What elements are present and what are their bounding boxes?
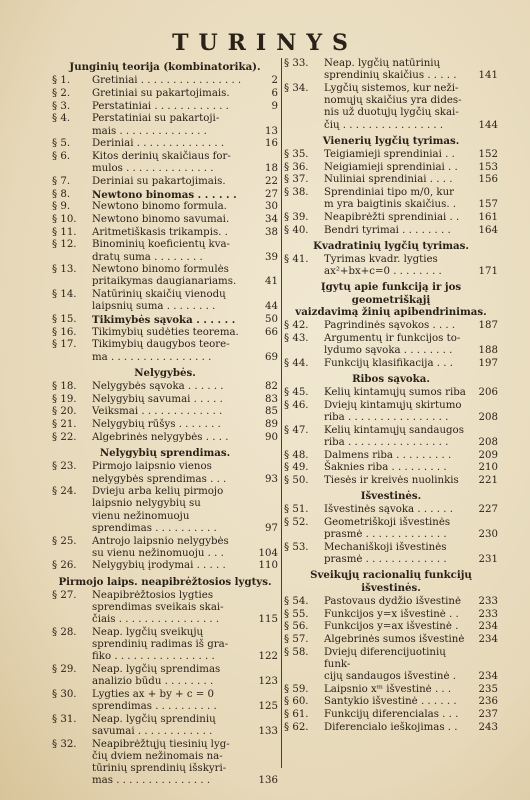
page-number: 44 <box>265 301 278 313</box>
entry-title: Lygties ax + by + c = 0 sprendimas . . . . . . . . . . <box>92 688 217 713</box>
section-number: § 36. <box>284 161 309 173</box>
entry-title: Neigiamieji sprendiniai . . <box>324 161 458 173</box>
page-number: 157 <box>478 199 498 211</box>
toc-entry <box>284 254 498 278</box>
toc-entry <box>284 504 498 516</box>
page-number: 2 <box>271 75 278 87</box>
page-number: 208 <box>478 436 498 448</box>
page-number: 30 <box>265 201 278 213</box>
entry-title: Kelių kintamųjų sandaugos riba . . . . . . . . . . . . . . . . <box>324 424 464 448</box>
section-number: § 59. <box>284 683 309 695</box>
section-number: § 56. <box>284 621 309 633</box>
toc-entry <box>52 394 278 406</box>
entry-title: Funkcijos y=x išvestinė . . <box>324 608 459 620</box>
toc-entry <box>284 462 498 474</box>
section-number: § 31. <box>52 713 77 725</box>
toc-entry <box>52 214 278 226</box>
entry-title: Neap. lygčių sprendinių savumai . . . . . . . . . . . . <box>92 713 216 738</box>
page-number: 233 <box>478 608 498 620</box>
toc-entry <box>284 162 498 174</box>
toc-entry <box>284 621 498 633</box>
section-number: § 23. <box>52 461 77 473</box>
section-number: § 12. <box>52 239 77 251</box>
section-number: § 46. <box>284 399 309 411</box>
entry-title: Neap. lygčių natūrinių sprendinių skaičius . . . . . <box>324 58 457 82</box>
section-number: § 44. <box>284 357 309 369</box>
entry-title: Dvieju arba kelių pirmojo laipsnio nelygybių su vienu nežinomuoju sprendimas . . . . . . . . . . <box>92 486 224 534</box>
entry-title: Neapibrėžti sprendiniai . . <box>324 211 460 223</box>
page-number: 66 <box>265 326 278 338</box>
section-number: § 50. <box>284 475 309 486</box>
page-number: 233 <box>478 595 498 607</box>
section-number: § 51. <box>284 504 309 516</box>
entry-title: Neap. lygčių sveikųjų sprendinių radimas iš gra- fiko . . . . . . . . . . . . . . . . <box>92 626 229 663</box>
page-number: 188 <box>478 344 498 356</box>
toc-entry <box>52 461 278 485</box>
toc-entry <box>52 560 278 572</box>
section-number: § 22. <box>52 431 77 443</box>
page-number: 16 <box>265 138 278 150</box>
section-number: § 58. <box>284 646 309 658</box>
page-number: 234 <box>478 633 498 645</box>
page-number: 39 <box>265 251 278 263</box>
entry-title: Argumentų ir funkcijos to- lydumo sąvoka . . . . . . . . <box>324 332 461 356</box>
toc-entry <box>284 722 498 734</box>
section-number: § 35. <box>284 148 309 160</box>
section-heading: Sveikųjų racionalių funkcijų išvestinės. <box>310 569 472 594</box>
entry-title: Newtono binomo savumai. <box>92 213 230 225</box>
entry-title: Deriniai su pakartojimais. <box>92 175 226 187</box>
toc-entry <box>52 432 278 444</box>
toc-entry <box>52 314 278 326</box>
section-number: § 25. <box>52 535 77 547</box>
section-number: § 61. <box>284 709 309 721</box>
entry-title: Antrojo laipsnio nelygybės su vienu nežinomuoju . . . <box>92 535 229 559</box>
section-number: § 39. <box>284 211 309 223</box>
entry-title: Funkcijų diferencialas . . . <box>324 709 459 721</box>
page-number: 85 <box>265 406 278 418</box>
page-number: 187 <box>478 320 498 332</box>
page-number: 41 <box>265 276 278 288</box>
toc-entry <box>284 609 498 621</box>
page-number: 133 <box>258 726 278 738</box>
section-number: § 11. <box>52 226 77 238</box>
toc-entry <box>284 684 498 696</box>
section-number: § 52. <box>284 517 309 529</box>
section-number: § 57. <box>284 633 309 645</box>
section-number: § 9. <box>52 201 71 213</box>
toc-entry <box>52 101 278 113</box>
section-number: § 1. <box>52 75 71 87</box>
entry-title: Pagrindinės sąvokos . . . . <box>324 320 456 332</box>
page-number: 82 <box>265 381 278 393</box>
page-number: 104 <box>258 547 278 559</box>
page-number: 89 <box>265 419 278 431</box>
section-number: § 6. <box>52 150 71 162</box>
toc-entry <box>284 517 498 541</box>
section-number: § 3. <box>52 100 71 112</box>
section-number: § 60. <box>284 696 309 708</box>
section-number: § 30. <box>52 688 77 700</box>
toc-entry <box>52 689 278 713</box>
page-number: 206 <box>478 387 498 399</box>
section-heading: Išvestinės. <box>360 490 422 503</box>
section-number: § 54. <box>284 595 309 607</box>
page-number: 13 <box>265 125 278 137</box>
toc-entry <box>52 327 278 339</box>
entry-title: Nelygybių įrodymai . . . . . <box>92 560 226 572</box>
section-number: § 17. <box>52 339 77 351</box>
entry-title: Gretiniai su pakartojimais. <box>92 87 230 99</box>
section-number: § 26. <box>52 560 77 572</box>
toc-entry <box>284 709 498 721</box>
toc-entry <box>284 387 498 399</box>
toc-entry <box>52 664 278 688</box>
entry-title: Sprendiniai tipo m/0, kur m yra baigtinis skaičius. . <box>324 187 457 211</box>
section-number: § 2. <box>52 87 71 99</box>
page-number: 230 <box>478 529 498 541</box>
section-number: § 45. <box>284 387 309 399</box>
entry-title: Dviejų diferencijuotinių funk- cijų sandaugos išvestinė . <box>324 646 456 683</box>
page-number: 227 <box>478 504 498 516</box>
toc-entry <box>52 138 278 150</box>
toc-entry <box>52 289 278 313</box>
entry-title: Binominių koeficientų kva- dratų suma . . . . . . . . <box>92 239 230 263</box>
entry-title: Tikimybės sąvoka . . . . . . <box>92 314 236 327</box>
section-number: § 19. <box>52 393 77 405</box>
entry-title: Lygčių sistemos, kur neži- nomųjų skaičius yra dides- nis už duotųjų lygčių skai- čių . . . . . . . . . . . . . . . . <box>324 82 462 131</box>
section-number: § 42. <box>284 320 309 332</box>
toc-entry <box>52 227 278 239</box>
page-number: 38 <box>265 226 278 238</box>
entry-title: Neapibrėžtųjų tiesinių lyg- čių dviem nežinomais na- tūrinių sprendinių išskyri- mas . . . . . . . . . . . . . . . <box>92 738 230 787</box>
section-number: § 38. <box>284 187 309 199</box>
toc-entry <box>52 88 278 100</box>
entry-title: Nelygybės sąvoka . . . . . . <box>92 381 224 393</box>
page-number: 237 <box>478 709 498 721</box>
page-number: 164 <box>478 224 498 236</box>
page-number: 144 <box>478 119 498 131</box>
entry-title: Teigiamieji sprendiniai . . <box>324 148 455 160</box>
toc-entry <box>52 486 278 535</box>
entry-title: Nelygybių savumai . . . . . <box>92 393 223 405</box>
entry-title: Mechaniškoji išvestinės prasmė . . . . . . . . . . . . . <box>324 542 447 566</box>
section-number: § 62. <box>284 721 309 733</box>
entry-title: Geometriškoji išvestinės prasmė . . . . . . . . . . . . . <box>324 517 451 541</box>
toc-entry <box>52 381 278 393</box>
page-number: 243 <box>478 721 498 733</box>
page-number: 22 <box>265 175 278 187</box>
entry-title: Šaknies riba . . . . . . . . . <box>324 462 447 474</box>
entry-title: Algebrinės sumos išvestinė <box>324 633 465 645</box>
toc-entry <box>52 75 278 87</box>
entry-title: Newtono binomas . . . . . . <box>92 188 237 201</box>
entry-title: Nelygybių rūšys . . . . . . . <box>92 419 221 431</box>
section-heading: Įgytų apie funkciją ir jos geometriškąjį vaizdavimą žinių apibendrinimas. <box>295 281 487 318</box>
entry-title: Neap. lygčių sprendimas analizio būdu . . . . . . . . <box>92 664 221 688</box>
page-number: 123 <box>258 676 278 688</box>
entry-title: Natūrinių skaičių vienodų laipsnių suma . . . . . . . . <box>92 289 226 313</box>
page-number: 136 <box>258 775 278 787</box>
entry-title: Algebrinės nelygybės . . . . <box>92 431 229 443</box>
page-number: 141 <box>478 70 498 82</box>
entry-title: Veiksmai . . . . . . . . . . . . . <box>92 406 223 418</box>
page-number: 27 <box>265 188 278 200</box>
entry-title: Bendri tyrimai . . . . . . . . <box>324 224 451 236</box>
page-number: 171 <box>478 266 498 278</box>
entry-title: Perstatiniai su pakartoji- mais . . . . . . . . . . . . . . <box>92 113 220 137</box>
toc-entry <box>284 358 498 370</box>
toc-entry <box>52 627 278 664</box>
section-number: § 5. <box>52 138 71 150</box>
section-number: § 49. <box>284 462 309 474</box>
section-heading: Pirmojo laips. neapibrėžtosios lygtys. <box>58 575 272 588</box>
toc-entry <box>284 425 498 449</box>
entry-title: Newtono binomo formulės pritaikymas daugianariams. <box>92 264 237 288</box>
page-number: 34 <box>265 213 278 225</box>
page-number: 97 <box>265 522 278 534</box>
section-number: § 7. <box>52 175 71 187</box>
section-number: § 34. <box>284 82 309 94</box>
page-number: 231 <box>478 554 498 566</box>
toc-entry <box>52 201 278 213</box>
section-number: § 20. <box>52 406 77 418</box>
entry-title: Kelių kintamųjų sumos riba <box>324 387 466 399</box>
entry-title: Tyrimas kvadr. lygties ax²+bx+c=0 . . . . . . . . <box>324 254 442 278</box>
page-number: 197 <box>478 357 498 369</box>
entry-title: Deriniai . . . . . . . . . . . . . . <box>92 138 225 150</box>
page-number: 152 <box>478 148 498 160</box>
page-number: 93 <box>265 473 278 485</box>
toc-entry <box>52 739 278 788</box>
section-number: § 37. <box>284 174 309 186</box>
section-heading: Junginių teorija (kombinatorika). <box>69 61 261 73</box>
right-column <box>284 58 498 735</box>
section-number: § 4. <box>52 113 71 125</box>
section-number: § 18. <box>52 381 77 393</box>
toc-entry <box>52 406 278 418</box>
entry-title: Santykio išvestinė . . . . . . <box>324 696 457 708</box>
page-number: 50 <box>265 314 278 326</box>
column-divider <box>281 58 282 768</box>
section-number: § 13. <box>52 264 77 276</box>
page-number: 209 <box>478 449 498 461</box>
page-number: 6 <box>271 87 278 99</box>
section-heading: Nelygybių sprendimas. <box>99 447 231 460</box>
section-heading: Nelygybės. <box>134 366 196 379</box>
page-number: 110 <box>258 560 278 572</box>
page-number: 153 <box>478 161 498 173</box>
entry-title: Gretiniai . . . . . . . . . . . . . . . . <box>92 75 242 87</box>
entry-title: Dviejų kintamųjų skirtumo riba . . . . . . . . . . . . . . . . <box>324 399 462 423</box>
section-number: § 29. <box>52 664 77 676</box>
toc-entry <box>52 536 278 560</box>
page-number: 221 <box>478 475 498 486</box>
toc-entry <box>52 189 278 201</box>
section-number: § 16. <box>52 326 77 338</box>
entry-title: Pirmojo laipsnio vienos nelygybės sprendimas . . . <box>92 461 227 485</box>
toc-entry <box>52 176 278 188</box>
entry-title: Diferencialo ieškojimas . . <box>324 721 458 733</box>
toc-entry <box>284 542 498 566</box>
toc-entry <box>284 320 498 332</box>
toc-entry <box>284 634 498 646</box>
page-number: 122 <box>258 651 278 663</box>
page-number: 125 <box>258 701 278 713</box>
page-number: 234 <box>478 671 498 683</box>
entry-title: Tikimybių sudėties teorema. <box>92 326 239 338</box>
entry-title: Kitos derinių skaičiaus for- mulos . . . . . . . . . . . . . . <box>92 150 231 175</box>
entry-title: Nuliniai sprendiniai . . . . <box>324 174 453 186</box>
entry-title: Aritmetiškasis trikampis. . <box>92 226 228 238</box>
page-number: 234 <box>478 621 498 633</box>
section-heading: Vienerių lygčių tyrimas. <box>322 134 460 147</box>
section-number: § 53. <box>284 542 309 554</box>
toc-entry <box>52 151 278 175</box>
entry-title: Pastovaus dydžio išvestinė <box>324 595 462 607</box>
entry-title: Perstatiniai . . . . . . . . . . . . <box>92 100 229 112</box>
toc-entry <box>284 450 498 462</box>
section-number: § 43. <box>284 332 309 344</box>
toc-entry <box>52 113 278 137</box>
toc-entry <box>52 590 278 627</box>
toc-entry <box>52 264 278 288</box>
page-number: 18 <box>265 163 278 175</box>
section-number: § 32. <box>52 738 77 750</box>
left-column <box>52 58 278 788</box>
page-number: 69 <box>265 351 278 363</box>
toc-entry <box>284 212 498 224</box>
page-number: 9 <box>271 100 278 112</box>
section-number: § 10. <box>52 213 77 225</box>
section-number: § 41. <box>284 254 309 266</box>
entry-title: Laipsnio xᵐ išvestinė . . . <box>324 683 452 695</box>
section-number: § 21. <box>52 419 77 431</box>
toc-entry <box>52 339 278 363</box>
toc-entry <box>284 149 498 161</box>
section-number: § 47. <box>284 424 309 436</box>
toc-entry <box>284 58 498 82</box>
entry-title: Funkcijų klasifikacija . . . <box>324 357 453 369</box>
entry-title: Newtono binomo formula. <box>92 201 227 213</box>
section-number: § 27. <box>52 589 77 601</box>
page-number: 210 <box>478 462 498 474</box>
entry-title: Dalmens riba . . . . . . . . . <box>324 449 452 461</box>
toc-entry <box>52 419 278 431</box>
toc-entry <box>284 596 498 608</box>
entry-title: Išvestinės sąvoka . . . . . . <box>324 504 453 516</box>
toc-entry <box>52 714 278 738</box>
toc-entry <box>284 400 498 424</box>
page-number: 235 <box>478 683 498 695</box>
entry-title: Funkcijos y=ax išvestinė . <box>324 621 459 633</box>
toc-entry <box>284 696 498 708</box>
section-number: § 24. <box>52 486 77 498</box>
toc-entry <box>284 647 498 684</box>
page-number: 115 <box>258 614 278 626</box>
section-number: § 8. <box>52 188 71 200</box>
section-number: § 28. <box>52 626 77 638</box>
page-number: 156 <box>478 174 498 186</box>
section-number: § 14. <box>52 289 77 301</box>
section-number: § 33. <box>284 58 309 69</box>
page-number: 83 <box>265 393 278 405</box>
toc-entry <box>284 187 498 211</box>
entry-title: Tikimybių daugybos teore- ma . . . . . . . . . . . . . . . . <box>92 339 230 363</box>
toc-entry <box>284 174 498 186</box>
toc-entry <box>284 83 498 132</box>
toc-entry <box>52 239 278 263</box>
entry-title: Tiesės ir kreivės nuolinkis <box>324 475 459 486</box>
section-heading: Kvadratinių lygčių tyrimas. <box>313 239 469 252</box>
section-number: § 48. <box>284 449 309 461</box>
entry-title: Neapibrėžtosios lygties sprendimas sveikais skai- čiais . . . . . . . . . . . . . . . . <box>92 589 224 626</box>
page-title: TURINYS <box>172 30 358 56</box>
section-number: § 40. <box>284 224 309 236</box>
section-heading: Ribos sąvoka. <box>352 372 430 385</box>
page-number: 236 <box>478 696 498 708</box>
section-number: § 15. <box>52 314 77 326</box>
toc-entry <box>284 225 498 237</box>
page-number: 161 <box>478 211 498 223</box>
page-number: 208 <box>478 411 498 423</box>
toc-entry <box>284 333 498 357</box>
page-number: 90 <box>265 431 278 443</box>
toc-entry <box>284 475 498 487</box>
section-number: § 55. <box>284 608 309 620</box>
